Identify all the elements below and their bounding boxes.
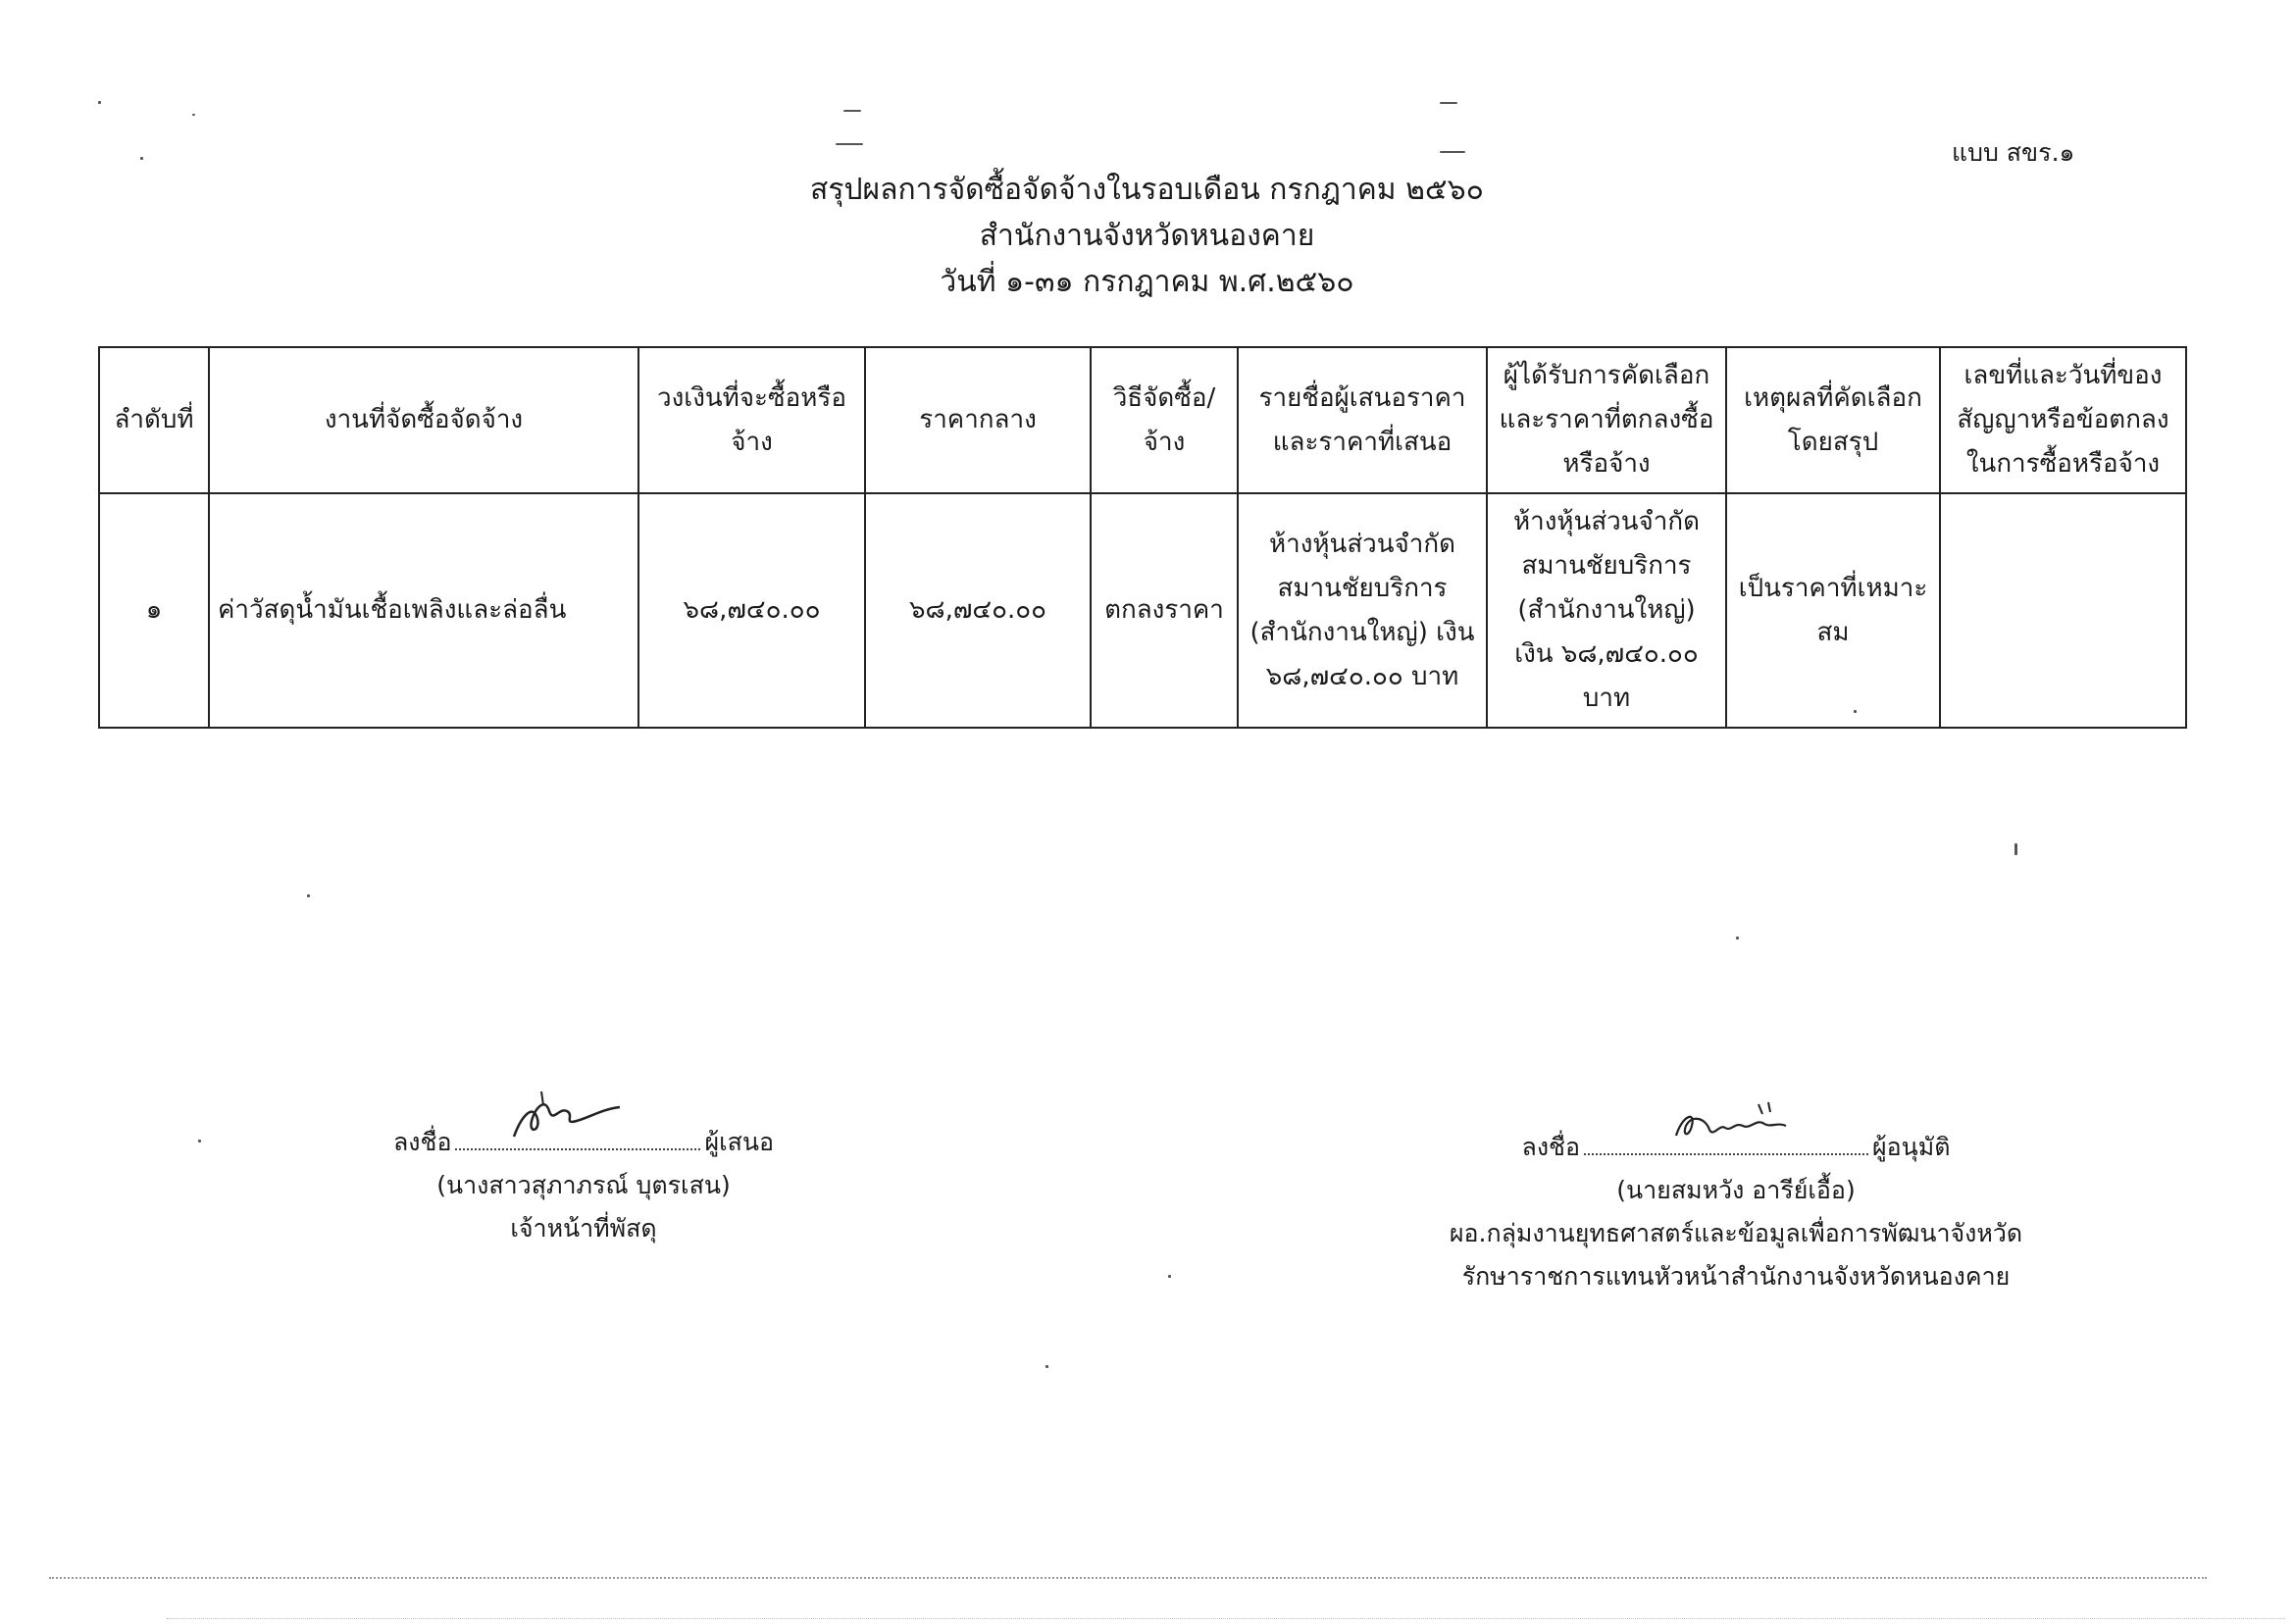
header-selected: ผู้ได้รับการคัดเลือกและราคาที่ตกลงซื้อหรือจ้าง — [1487, 347, 1726, 493]
cell-contract — [1940, 493, 2186, 728]
scan-speck — [1440, 102, 1457, 104]
scan-speck — [98, 101, 101, 104]
scan-speck — [307, 894, 310, 897]
scan-speck — [140, 157, 143, 160]
scan-speck — [198, 1140, 201, 1142]
table-row — [99, 493, 2186, 728]
scan-speck — [1736, 937, 1739, 939]
title-line-2: สำนักงานจังหวัดหนองคาย — [979, 219, 1315, 253]
approver-position-1: ผอ.กลุ่มงานยุทธศาสตร์และข้อมูลเพื่อการพัฒนาจังหวัด — [1449, 1219, 2023, 1247]
scan-speck — [1854, 710, 1857, 713]
sign-prefix: ลงชื่อ — [1521, 1133, 1581, 1161]
proposer-name: (นางสาวสุภาภรณ์ บุตรเสน) — [436, 1171, 731, 1199]
cell-no: ๑ — [99, 493, 209, 728]
sign-suffix: ผู้เสนอ — [704, 1128, 775, 1156]
header-budget: วงเงินที่จะซื้อหรือจ้าง — [638, 347, 865, 493]
scan-speck — [836, 143, 863, 145]
form-code: แบบ สขร.๑ — [1952, 138, 2075, 167]
handwritten-signature — [494, 1086, 651, 1146]
cell-bidders: ห้างหุ้นส่วนจำกัด สมานชัยบริการ (สำนักงานใหญ่) เงิน ๖๘,๗๔๐.๐๐ บาท — [1238, 493, 1487, 728]
scan-speck — [1440, 151, 1465, 153]
signature-line-approver — [1412, 1126, 2060, 1169]
proposer-position: เจ้าหน้าที่พัสดุ — [510, 1214, 657, 1243]
header-reason: เหตุผลที่คัดเลือกโดยสรุป — [1726, 347, 1940, 493]
procurement-summary-table — [98, 346, 2187, 729]
title-line-1: สรุปผลการจัดซื้อจัดจ้างในรอบเดือน กรกฎาคม ๒๕๖๐ — [810, 173, 1484, 207]
scan-speck — [1168, 1275, 1171, 1278]
approver-position-2: รักษาราชการแทนหัวหน้าสำนักงานจังหวัดหนองคาย — [1461, 1262, 2011, 1291]
header-no: ลำดับที่ — [99, 347, 209, 493]
scan-speck — [1045, 1365, 1048, 1368]
signature-block-approver — [1412, 1126, 2060, 1298]
cell-selected: ห้างหุ้นส่วนจำกัด สมานชัยบริการ (สำนักงานใหญ่) เงิน ๖๘,๗๔๐.๐๐ บาท — [1487, 493, 1726, 728]
cell-work: ค่าวัสดุน้ำมันเชื้อเพลิงและล่อลื่น — [209, 493, 638, 728]
approver-name: (นายสมหวัง อารีย์เอื้อ) — [1616, 1176, 1856, 1204]
signature-dotted-line — [455, 1123, 700, 1150]
scan-speck — [192, 114, 195, 116]
signature-block-proposer — [387, 1121, 780, 1250]
scan-edge-line — [167, 1618, 2285, 1619]
cell-method: ตกลงราคา — [1091, 493, 1238, 728]
title-line-3: วันที่ ๑-๓๑ กรกฎาคม พ.ศ.๒๕๖๐ — [940, 265, 1354, 299]
cell-median-price: ๖๘,๗๔๐.๐๐ — [865, 493, 1091, 728]
scan-edge-line — [49, 1577, 2207, 1579]
header-bidders: รายชื่อผู้เสนอราคาและราคาที่เสนอ — [1238, 347, 1487, 493]
scan-speck — [2014, 843, 2017, 855]
sign-suffix: ผู้อนุมัติ — [1872, 1133, 1951, 1161]
header-contract: เลขที่และวันที่ของสัญญาหรือข้อตกลงในการซื้อหรือจ้าง — [1940, 347, 2186, 493]
cell-budget: ๖๘,๗๔๐.๐๐ — [638, 493, 865, 728]
signature-line-proposer — [387, 1121, 780, 1164]
table-header-row — [99, 347, 2186, 493]
scan-speck — [843, 110, 861, 112]
header-median-price: ราคากลาง — [865, 347, 1091, 493]
signature-dotted-line — [1584, 1128, 1868, 1155]
header-method: วิธีจัดซื้อ/จ้าง — [1091, 347, 1238, 493]
sign-prefix: ลงชื่อ — [392, 1128, 452, 1156]
cell-reason: เป็นราคาที่เหมาะสม — [1726, 493, 1940, 728]
document-titles — [0, 167, 2294, 305]
header-work: งานที่จัดซื้อจัดจ้าง — [209, 347, 638, 493]
handwritten-signature — [1662, 1096, 1810, 1151]
